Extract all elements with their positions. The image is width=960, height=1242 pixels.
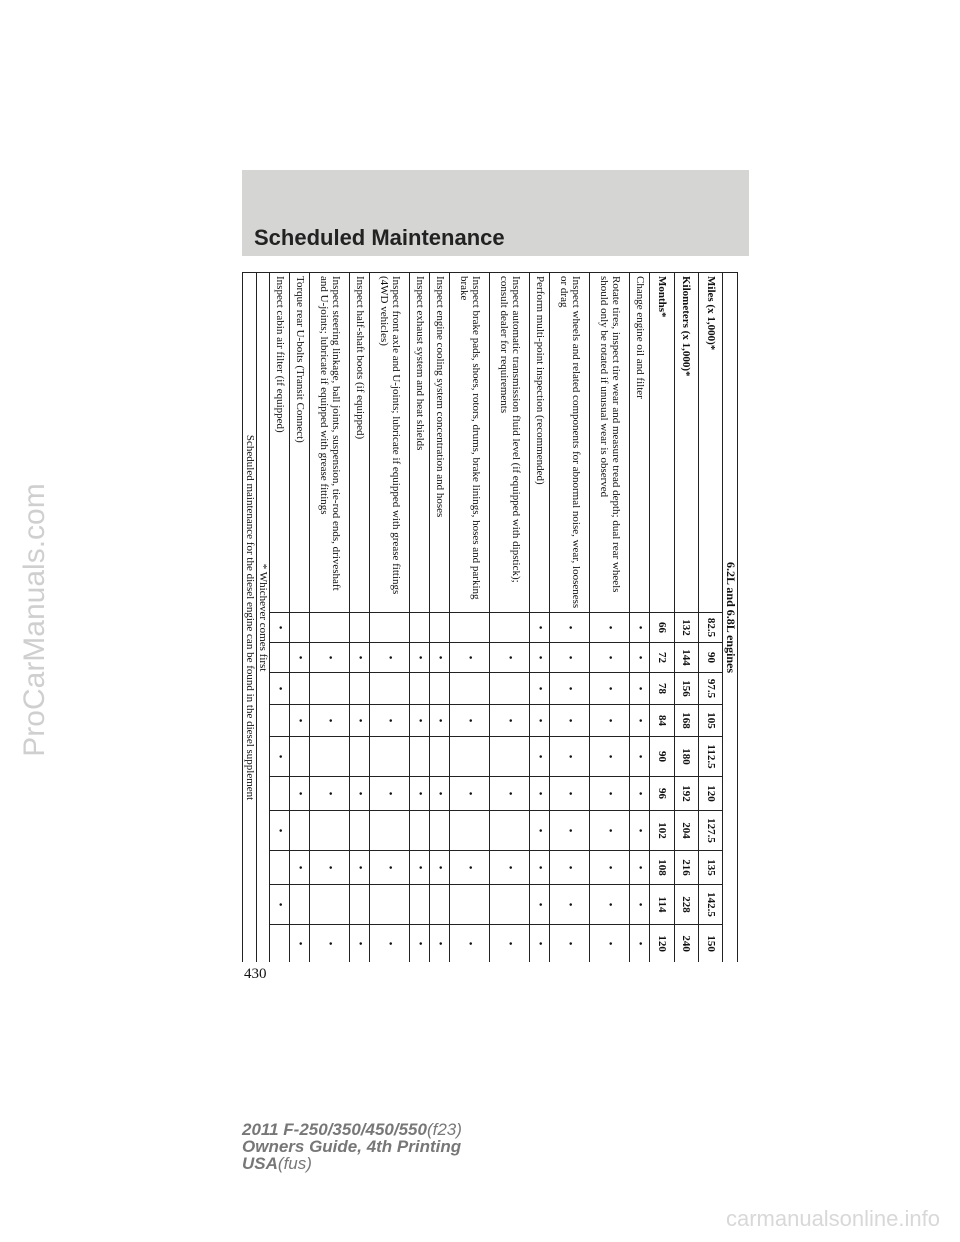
footer-region-code: (fus) bbox=[277, 1154, 312, 1173]
service-due-bullet: • bbox=[290, 705, 310, 737]
service-empty-cell bbox=[270, 925, 290, 963]
maintenance-item-label: Inspect automatic transmission fluid level (if equipped with dipstick); consult dealer for requirements bbox=[490, 273, 530, 613]
months-value: 84 bbox=[650, 705, 674, 737]
service-empty-cell bbox=[350, 613, 370, 643]
service-due-bullet: • bbox=[410, 705, 430, 737]
maintenance-item-label: Inspect steering linkage, ball joints, suspension, tie-rod ends, driveshaft and U-joints; lubricate if equipped with grease fittings bbox=[310, 273, 350, 613]
service-due-bullet: • bbox=[630, 925, 650, 963]
service-due-bullet: • bbox=[410, 851, 430, 885]
service-empty-cell bbox=[370, 737, 410, 777]
maintenance-item-row bbox=[450, 273, 490, 963]
months-value: 114 bbox=[650, 885, 674, 925]
kilometers-value: 216 bbox=[674, 851, 698, 885]
service-due-bullet: • bbox=[590, 885, 630, 925]
maintenance-item-label: Inspect cabin air filter (if equipped) bbox=[270, 273, 290, 613]
maintenance-item-row bbox=[430, 273, 450, 963]
months-value: 90 bbox=[650, 737, 674, 777]
service-due-bullet: • bbox=[490, 705, 530, 737]
miles-value: 82.5 bbox=[698, 613, 722, 643]
maintenance-item-label: Rotate tires, inspect tire wear and measure tread depth; dual rear wheels should only be rotated if unusual wear is observed bbox=[590, 273, 630, 613]
service-due-bullet: • bbox=[270, 673, 290, 705]
kilometers-value: 204 bbox=[674, 811, 698, 851]
maintenance-item-label: Perform multi-point inspection (recommended) bbox=[530, 273, 550, 613]
service-due-bullet: • bbox=[530, 925, 550, 963]
service-due-bullet: • bbox=[590, 851, 630, 885]
service-due-bullet: • bbox=[630, 613, 650, 643]
service-due-bullet: • bbox=[530, 885, 550, 925]
service-due-bullet: • bbox=[630, 885, 650, 925]
service-empty-cell bbox=[430, 613, 450, 643]
maintenance-item-row bbox=[350, 273, 370, 963]
diesel-supplement-note: Scheduled maintenance for the diesel engine can be found in the diesel supplement bbox=[243, 273, 257, 963]
maintenance-item-row bbox=[490, 273, 530, 963]
service-due-bullet: • bbox=[490, 851, 530, 885]
service-empty-cell bbox=[490, 613, 530, 643]
service-due-bullet: • bbox=[310, 851, 350, 885]
maintenance-item-row bbox=[550, 273, 590, 963]
kilometers-value: 192 bbox=[674, 777, 698, 811]
service-empty-cell bbox=[490, 811, 530, 851]
service-due-bullet: • bbox=[630, 643, 650, 673]
service-empty-cell bbox=[450, 811, 490, 851]
service-due-bullet: • bbox=[290, 851, 310, 885]
miles-value: 97.5 bbox=[698, 673, 722, 705]
service-due-bullet: • bbox=[530, 737, 550, 777]
service-due-bullet: • bbox=[310, 705, 350, 737]
service-empty-cell bbox=[490, 737, 530, 777]
service-due-bullet: • bbox=[530, 811, 550, 851]
document-footer bbox=[242, 1121, 462, 1172]
service-due-bullet: • bbox=[430, 643, 450, 673]
service-empty-cell bbox=[370, 811, 410, 851]
maintenance-item-label: Inspect engine cooling system concentration and hoses bbox=[430, 273, 450, 613]
maintenance-item-label: Torque rear U-bolts (Transit Connect) bbox=[290, 273, 310, 613]
service-empty-cell bbox=[270, 705, 290, 737]
miles-value: 150 bbox=[698, 925, 722, 963]
service-empty-cell bbox=[270, 643, 290, 673]
service-empty-cell bbox=[310, 737, 350, 777]
service-due-bullet: • bbox=[370, 925, 410, 963]
service-due-bullet: • bbox=[530, 851, 550, 885]
service-empty-cell bbox=[310, 673, 350, 705]
service-due-bullet: • bbox=[430, 705, 450, 737]
service-empty-cell bbox=[430, 673, 450, 705]
months-value: 108 bbox=[650, 851, 674, 885]
service-due-bullet: • bbox=[630, 777, 650, 811]
service-empty-cell bbox=[410, 673, 430, 705]
miles-row bbox=[698, 273, 722, 963]
service-empty-cell bbox=[450, 673, 490, 705]
miles-value: 142.5 bbox=[698, 885, 722, 925]
service-due-bullet: • bbox=[430, 777, 450, 811]
maintenance-table-container bbox=[242, 272, 738, 962]
maintenance-item-label: Inspect exhaust system and heat shields bbox=[410, 273, 430, 613]
service-empty-cell bbox=[310, 613, 350, 643]
service-empty-cell bbox=[410, 885, 430, 925]
service-due-bullet: • bbox=[550, 811, 590, 851]
miles-value: 120 bbox=[698, 777, 722, 811]
footer-model-code: (f23) bbox=[426, 1120, 462, 1139]
service-empty-cell bbox=[450, 737, 490, 777]
footer-guide: Owners Guide, 4th Printing bbox=[242, 1137, 462, 1156]
kilometers-value: 180 bbox=[674, 737, 698, 777]
maintenance-item-label: Change engine oil and filter bbox=[630, 273, 650, 613]
maintenance-item-row bbox=[410, 273, 430, 963]
service-due-bullet: • bbox=[310, 777, 350, 811]
service-due-bullet: • bbox=[630, 737, 650, 777]
maintenance-item-row bbox=[590, 273, 630, 963]
maintenance-schedule-table bbox=[242, 272, 738, 962]
service-due-bullet: • bbox=[590, 925, 630, 963]
months-value: 102 bbox=[650, 811, 674, 851]
service-empty-cell bbox=[410, 613, 430, 643]
service-due-bullet: • bbox=[530, 643, 550, 673]
service-due-bullet: • bbox=[630, 705, 650, 737]
service-due-bullet: • bbox=[590, 777, 630, 811]
months-value: 78 bbox=[650, 673, 674, 705]
months-value: 96 bbox=[650, 777, 674, 811]
service-due-bullet: • bbox=[290, 777, 310, 811]
kilometers-value: 132 bbox=[674, 613, 698, 643]
kilometers-value: 156 bbox=[674, 673, 698, 705]
diesel-note-row bbox=[243, 273, 257, 963]
service-due-bullet: • bbox=[370, 851, 410, 885]
maintenance-item-row bbox=[270, 273, 290, 963]
months-value: 72 bbox=[650, 643, 674, 673]
service-empty-cell bbox=[310, 811, 350, 851]
maintenance-item-row bbox=[530, 273, 550, 963]
service-due-bullet: • bbox=[590, 705, 630, 737]
service-due-bullet: • bbox=[410, 925, 430, 963]
service-empty-cell bbox=[290, 885, 310, 925]
miles-value: 127.5 bbox=[698, 811, 722, 851]
service-due-bullet: • bbox=[350, 643, 370, 673]
service-due-bullet: • bbox=[350, 777, 370, 811]
footnote-whichever-first: * Whichever comes first bbox=[256, 273, 270, 963]
service-due-bullet: • bbox=[310, 925, 350, 963]
service-due-bullet: • bbox=[590, 613, 630, 643]
service-due-bullet: • bbox=[590, 811, 630, 851]
section-title: Scheduled Maintenance bbox=[254, 225, 505, 250]
maintenance-item-label: Inspect wheels and related components for abnormal noise, wear, looseness or drag bbox=[550, 273, 590, 613]
service-empty-cell bbox=[370, 673, 410, 705]
rotated-table-frame bbox=[242, 272, 738, 962]
service-empty-cell bbox=[370, 613, 410, 643]
miles-value: 90 bbox=[698, 643, 722, 673]
service-empty-cell bbox=[290, 811, 310, 851]
service-empty-cell bbox=[450, 613, 490, 643]
service-empty-cell bbox=[410, 811, 430, 851]
maintenance-item-label: Inspect half-shaft boots (if equipped) bbox=[350, 273, 370, 613]
watermark-bottom: carmanualsonline.info bbox=[725, 1206, 940, 1231]
kilometers-value: 240 bbox=[674, 925, 698, 963]
service-empty-cell bbox=[270, 851, 290, 885]
service-empty-cell bbox=[270, 777, 290, 811]
service-empty-cell bbox=[350, 811, 370, 851]
kilometers-value: 168 bbox=[674, 705, 698, 737]
service-due-bullet: • bbox=[270, 885, 290, 925]
service-due-bullet: • bbox=[550, 613, 590, 643]
footer-region: USA bbox=[242, 1154, 278, 1173]
service-empty-cell bbox=[490, 885, 530, 925]
service-due-bullet: • bbox=[590, 737, 630, 777]
service-due-bullet: • bbox=[530, 613, 550, 643]
maintenance-item-row bbox=[630, 273, 650, 963]
months-value: 120 bbox=[650, 925, 674, 963]
service-due-bullet: • bbox=[490, 643, 530, 673]
service-due-bullet: • bbox=[450, 777, 490, 811]
service-empty-cell bbox=[310, 885, 350, 925]
service-empty-cell bbox=[430, 811, 450, 851]
page-number: 430 bbox=[244, 966, 267, 982]
service-due-bullet: • bbox=[450, 643, 490, 673]
service-due-bullet: • bbox=[490, 925, 530, 963]
service-due-bullet: • bbox=[590, 643, 630, 673]
miles-value: 105 bbox=[698, 705, 722, 737]
service-due-bullet: • bbox=[450, 851, 490, 885]
kilometers-value: 144 bbox=[674, 643, 698, 673]
kilometers-value: 228 bbox=[674, 885, 698, 925]
service-due-bullet: • bbox=[410, 777, 430, 811]
service-due-bullet: • bbox=[530, 777, 550, 811]
service-due-bullet: • bbox=[550, 737, 590, 777]
service-empty-cell bbox=[430, 885, 450, 925]
service-empty-cell bbox=[290, 673, 310, 705]
service-empty-cell bbox=[290, 613, 310, 643]
service-empty-cell bbox=[350, 737, 370, 777]
miles-value: 135 bbox=[698, 851, 722, 885]
service-empty-cell bbox=[290, 737, 310, 777]
service-due-bullet: • bbox=[590, 673, 630, 705]
service-due-bullet: • bbox=[290, 643, 310, 673]
table-body bbox=[270, 273, 723, 963]
service-due-bullet: • bbox=[370, 643, 410, 673]
service-due-bullet: • bbox=[410, 643, 430, 673]
service-due-bullet: • bbox=[450, 705, 490, 737]
service-due-bullet: • bbox=[350, 705, 370, 737]
miles-value: 112.5 bbox=[698, 737, 722, 777]
footer-model: 2011 F-250/350/450/550 bbox=[242, 1120, 427, 1139]
service-empty-cell bbox=[430, 737, 450, 777]
maintenance-item-row bbox=[370, 273, 410, 963]
service-due-bullet: • bbox=[550, 925, 590, 963]
service-due-bullet: • bbox=[630, 851, 650, 885]
service-empty-cell bbox=[410, 737, 430, 777]
service-due-bullet: • bbox=[350, 851, 370, 885]
service-empty-cell bbox=[490, 673, 530, 705]
service-due-bullet: • bbox=[550, 673, 590, 705]
service-due-bullet: • bbox=[630, 673, 650, 705]
miles-label: Miles (x 1,000)* bbox=[698, 273, 722, 613]
engine-title: 6.2L and 6.8L engines bbox=[723, 273, 738, 963]
kilometers-label: Kilometers (x 1,000)* bbox=[674, 273, 698, 613]
service-due-bullet: • bbox=[450, 925, 490, 963]
service-empty-cell bbox=[350, 673, 370, 705]
months-row bbox=[650, 273, 674, 963]
maintenance-item-row bbox=[290, 273, 310, 963]
watermark-left-text: ProCarManuals.com bbox=[18, 483, 51, 757]
service-due-bullet: • bbox=[270, 737, 290, 777]
service-due-bullet: • bbox=[550, 851, 590, 885]
kilometers-row bbox=[674, 273, 698, 963]
service-due-bullet: • bbox=[350, 925, 370, 963]
service-due-bullet: • bbox=[530, 705, 550, 737]
maintenance-item-label: Inspect front axle and U-joints; lubricate if equipped with grease fittings (4WD vehicles) bbox=[370, 273, 410, 613]
service-due-bullet: • bbox=[530, 673, 550, 705]
service-due-bullet: • bbox=[310, 643, 350, 673]
service-due-bullet: • bbox=[370, 777, 410, 811]
months-label: Months* bbox=[650, 273, 674, 613]
maintenance-item-label: Inspect brake pads, shoes, rotors, drums, brake linings, hoses and parking brake bbox=[450, 273, 490, 613]
service-due-bullet: • bbox=[370, 705, 410, 737]
maintenance-item-row bbox=[310, 273, 350, 963]
service-due-bullet: • bbox=[430, 851, 450, 885]
service-empty-cell bbox=[370, 885, 410, 925]
months-value: 66 bbox=[650, 613, 674, 643]
service-due-bullet: • bbox=[550, 777, 590, 811]
service-due-bullet: • bbox=[550, 885, 590, 925]
service-due-bullet: • bbox=[550, 643, 590, 673]
service-due-bullet: • bbox=[270, 613, 290, 643]
service-due-bullet: • bbox=[630, 811, 650, 851]
service-due-bullet: • bbox=[290, 925, 310, 963]
service-due-bullet: • bbox=[490, 777, 530, 811]
section-header-band bbox=[242, 170, 749, 256]
footnote-row bbox=[256, 273, 270, 963]
service-due-bullet: • bbox=[550, 705, 590, 737]
service-due-bullet: • bbox=[270, 811, 290, 851]
service-empty-cell bbox=[450, 885, 490, 925]
service-empty-cell bbox=[350, 885, 370, 925]
service-due-bullet: • bbox=[430, 925, 450, 963]
